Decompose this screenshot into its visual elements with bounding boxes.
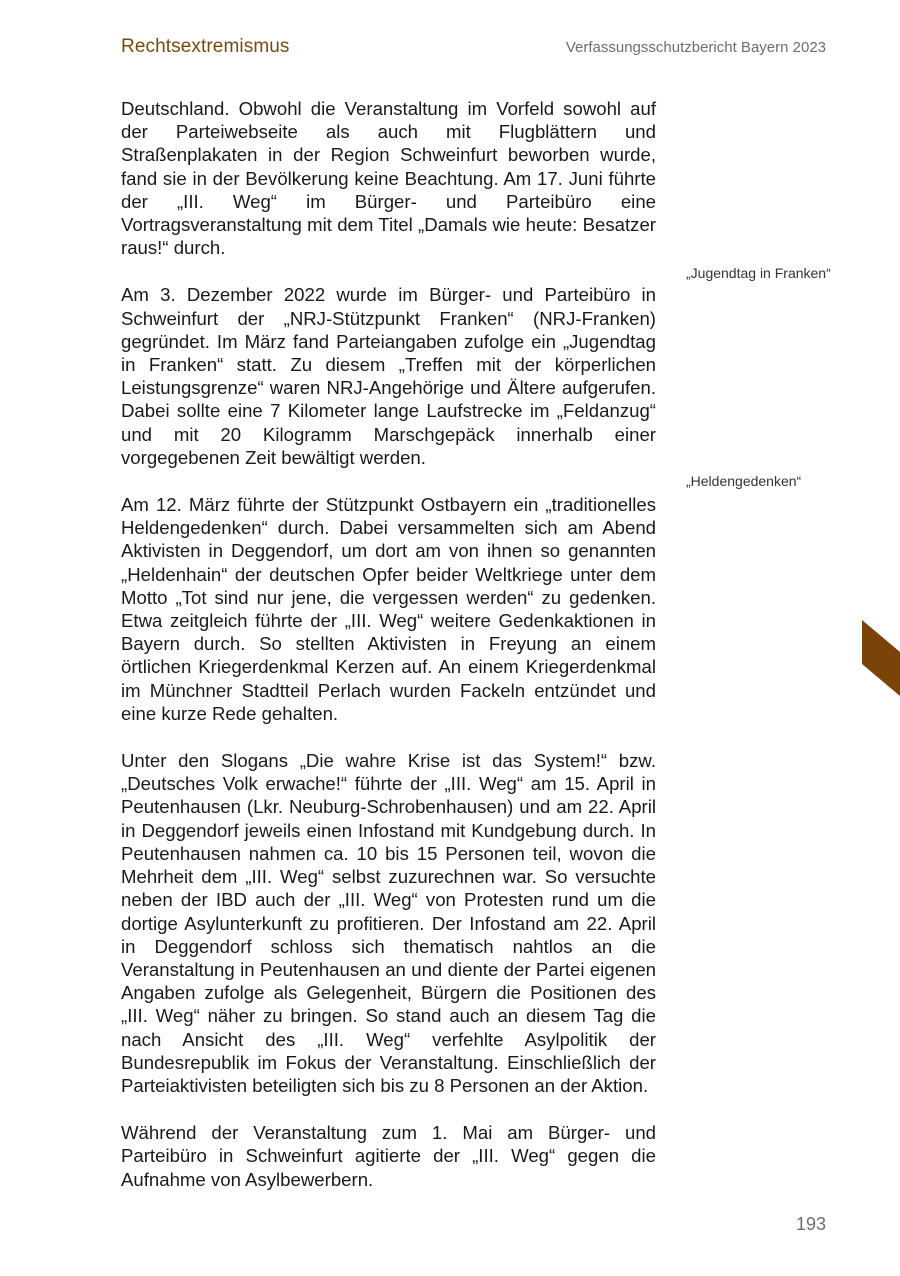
paragraph-4: Unter den Slogans „Die wahre Krise ist das System!“ bzw. „Deutsches Volk erwache!“ führte der „III. Weg“ am 15. April in Peutenhausen (Lkr. Neuburg-Schrobenhausen) und am 22. April in Deggendorf jeweils einen Infostand mit Kundgebung durch. In Peutenhausen nahmen ca. 10 bis 15 Personen teil, wovon die Mehrheit dem „III. Weg“ selbst zuzurechnen war. So versuchte neben der IBD auch der „III. Weg“ von Protesten rund um die dortige Asylunterkunft zu profitieren. Der Infostand am 22. April in Deggendorf schloss sich thematisch nahtlos an die Veranstaltung in Peutenhausen an und diente der Partei eigenen Angaben zufolge als Gelegenheit, Bürgern die Positionen des „III. Weg“ näher zu bringen. So stand auch an diesem Tag die nach Ansicht des „III. Weg“ verfehlte Asylpolitik der Bundesrepublik im Fokus der Veranstaltung. Einschließlich der Parteiaktivisten beteiligten sich bis zu 8 Personen an der Aktion. bbox=[121, 750, 656, 1096]
report-title: Verfassungsschutzbericht Bayern 2023 bbox=[565, 39, 826, 56]
body-text bbox=[121, 97, 656, 1215]
margin-note-jugendtag: „Jugendtag in Franken“ bbox=[686, 265, 831, 281]
paragraph-3: Am 12. März führte der Stützpunkt Ostbayern ein „traditionelles Heldengedenken“ durch. Dabei versammelten sich am Abend Aktivisten in Deggendorf, um dort am von ihnen so genannten „Heldenhain“ der deutschen Opfer beider Weltkriege unter dem Motto „Tot sind nur jene, die vergessen werden“ zu gedenken. Etwa zeitgleich führte der „III. Weg“ weitere Gedenkaktionen in Bayern durch. So stellten Aktivisten in Freyung an einem örtlichen Kriegerdenkmal Kerzen auf. An einem Kriegerdenkmal im Münchner Stadtteil Perlach wurden Fackeln entzündet und eine kurze Rede gehalten. bbox=[121, 494, 656, 724]
margin-note-heldengedenken: „Heldengedenken“ bbox=[686, 473, 802, 489]
section-title: Rechtsextremismus bbox=[121, 36, 290, 57]
chapter-tab-marker bbox=[862, 620, 900, 696]
page-number: 193 bbox=[795, 1214, 826, 1234]
paragraph-1: Deutschland. Obwohl die Veranstaltung im Vorfeld sowohl auf der Parteiwebseite als auch mit Flugblättern und Straßenplakaten in der Region Schweinfurt beworben wurde, fand sie in der Bevölkerung keine Beachtung. Am 17. Juni führte der „III. Weg“ im Bürger- und Parteibüro eine Vortragsveranstaltung mit dem Titel „Damals wie heute: Besatzer raus!“ durch. bbox=[121, 98, 656, 259]
paragraph-5: Während der Veranstaltung zum 1. Mai am Bürger- und Parteibüro in Schweinfurt agitierte der „III. Weg“ gegen die Aufnahme von Asylbewerbern. bbox=[121, 1122, 656, 1190]
paragraph-2: Am 3. Dezember 2022 wurde im Bürger- und Parteibüro in Schweinfurt der „NRJ-Stützpunkt Franken“ (NRJ-Franken) gegründet. Im März fand Parteiangaben zufolge ein „Jugendtag in Franken“ statt. Zu diesem „Treffen mit der körperlichen Leistungsgrenze“ waren NRJ-Angehörige und Ältere aufgerufen. Dabei sollte eine 7 Kilometer lange Laufstrecke im „Feldanzug“ und mit 20 Kilogramm Marschgepäck innerhalb einer vorgegebenen Zeit bewältigt werden. bbox=[121, 284, 656, 468]
